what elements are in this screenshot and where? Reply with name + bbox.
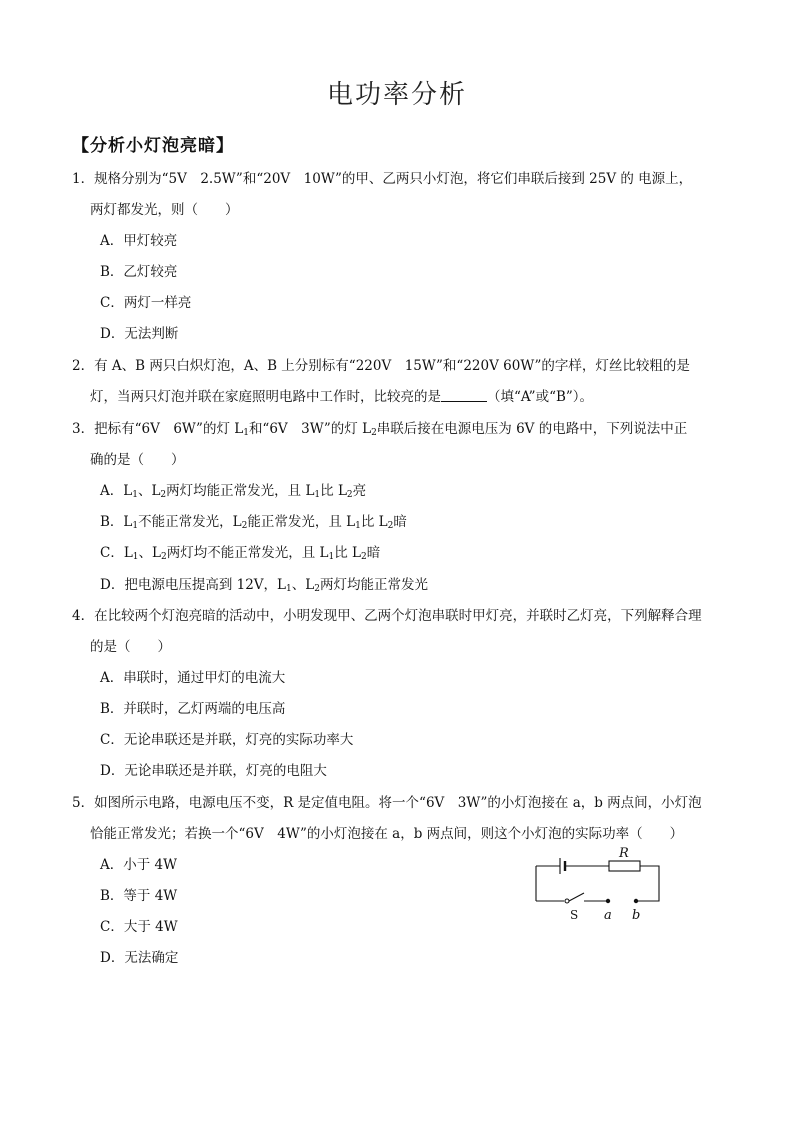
q5-option-c: C．大于 4W <box>100 919 178 935</box>
q2-stem-line2-text: 灯，当两只灯泡并联在家庭照明电路中工作时，比较亮的是 <box>90 389 441 405</box>
q3-option-a-text: 亮 <box>352 483 367 499</box>
q3-stem-line2: 确的是（ ） <box>90 452 185 468</box>
q3-option-c-text: 、L <box>138 545 161 561</box>
q3-option-b <box>100 513 407 535</box>
q3-stem-line1 <box>72 420 687 442</box>
subscript: 1 <box>132 490 138 500</box>
subscript: 2 <box>371 428 377 438</box>
q4-option-b: B．并联时，乙灯两端的电压高 <box>100 701 286 717</box>
q5-option-d: D．无法确定 <box>100 950 179 966</box>
subscript: 2 <box>346 490 353 500</box>
terminal-a <box>606 899 610 903</box>
subscript: 1 <box>286 584 292 594</box>
q3-option-d-text: 两灯均能正常发光 <box>319 577 428 593</box>
circuit-diagram <box>528 843 668 923</box>
point-b-label: b <box>632 908 641 923</box>
q3-option-d <box>100 576 428 598</box>
subscript: 2 <box>314 584 320 594</box>
q3-option-d-text: 、L <box>291 577 315 593</box>
q3-option-b-text: 能正常发光，且 L <box>247 514 356 530</box>
q4-option-c: C．无论串联还是并联，灯亮的实际功率大 <box>100 732 354 748</box>
q3-option-c-text: C．L <box>100 545 133 561</box>
q3-option-a-text: 、L <box>137 483 161 499</box>
q2-stem-line2 <box>90 388 593 406</box>
q1-option-c: C．两灯一样亮 <box>100 295 192 311</box>
subscript: 1 <box>355 521 361 531</box>
q1-stem-line2: 两灯都发光，则（ ） <box>90 202 239 218</box>
subscript: 2 <box>387 521 394 531</box>
switch-label: S <box>570 908 579 922</box>
q3-option-c-text: 两灯均不能正常发光，且 L <box>166 545 329 561</box>
q3-option-b-text: 暗 <box>393 514 407 530</box>
q3-option-a-text: 比 L <box>320 483 347 499</box>
subscript: 1 <box>328 552 335 562</box>
q1-stem-line1: 1．规格分别为“5V 2.5W”和“20V 10W”的甲、乙两只小灯泡，将它们串联后接到 25V 的 电源上， <box>72 171 693 187</box>
q2-stem-line1: 2．有 A、B 两只白炽灯泡，A、B 上分别标有“220V 15W”和“220V 60W”的字样，灯丝比较粗的是 <box>72 358 690 374</box>
subscript: 2 <box>241 521 248 531</box>
q3-text-c: 串联后接在电源电压为 6V 的电路中，下列说法中正 <box>376 421 688 437</box>
q3-option-a-text: 两灯均能正常发光，且 L <box>166 483 315 499</box>
q5-option-a: A．小于 4W <box>100 857 178 873</box>
answer-blank <box>441 389 487 402</box>
q3-text-b: 和“6V 3W”的灯 L <box>248 421 372 437</box>
subscript: 2 <box>361 552 367 562</box>
q4-stem-line1: 4．在比较两个灯泡亮暗的活动中，小明发现甲、乙两个灯泡串联时甲灯亮，并联时乙灯亮，下列解释合理 <box>72 608 702 624</box>
q3-option-b-text: 不能正常发光，L <box>138 514 242 530</box>
q4-stem-line2: 的是（ ） <box>90 639 171 655</box>
subscript: 2 <box>161 552 167 562</box>
terminal-b <box>634 899 638 903</box>
q3-option-d-text: D．把电源电压提高到 12V，L <box>100 577 287 593</box>
q2-stem-line2-tail: （填“A”或“B”）。 <box>487 389 594 405</box>
switch-icon <box>569 893 584 901</box>
subscript: 1 <box>243 428 249 438</box>
resistor-icon <box>609 861 640 871</box>
q4-option-d: D．无论串联还是并联，灯亮的电阻大 <box>100 763 327 779</box>
q4-option-a: A．串联时，通过甲灯的电流大 <box>100 670 286 686</box>
q3-text-a: 3．把标有“6V 6W”的灯 L <box>72 421 244 437</box>
resistor-label: R <box>619 846 629 861</box>
q5-option-b: B．等于 4W <box>100 888 178 904</box>
q3-option-a <box>100 482 366 504</box>
point-a-label: a <box>604 908 612 923</box>
subscript: 2 <box>160 490 167 500</box>
q3-option-c-text: 暗 <box>366 545 381 561</box>
q1-option-b: B．乙灯较亮 <box>100 264 178 280</box>
subscript: 1 <box>132 521 139 531</box>
q3-option-a-text: A．L <box>100 483 133 499</box>
section-heading: 【分析小灯泡亮暗】 <box>72 136 234 156</box>
page-title: 电功率分析 <box>326 80 467 110</box>
subscript: 1 <box>314 490 321 500</box>
q5-stem-line2: 恰能正常发光；若换一个“6V 4W”的小灯泡接在 a，b 两点间，则这个小灯泡的实际功率（ ） <box>90 826 684 842</box>
q3-option-c-text: 比 L <box>334 545 361 561</box>
q1-option-d: D．无法判断 <box>100 326 179 342</box>
q3-option-b-text: 比 L <box>360 514 388 530</box>
q3-option-b-text: B．L <box>100 514 133 530</box>
q5-stem-line1: 5．如图所示电路，电源电压不变，R 是定值电阻。将一个“6V 3W”的小灯泡接在 a，b 两点间，小灯泡 <box>72 795 702 811</box>
q3-option-c <box>100 544 380 566</box>
subscript: 1 <box>132 552 139 562</box>
q1-option-a: A．甲灯较亮 <box>100 233 178 249</box>
